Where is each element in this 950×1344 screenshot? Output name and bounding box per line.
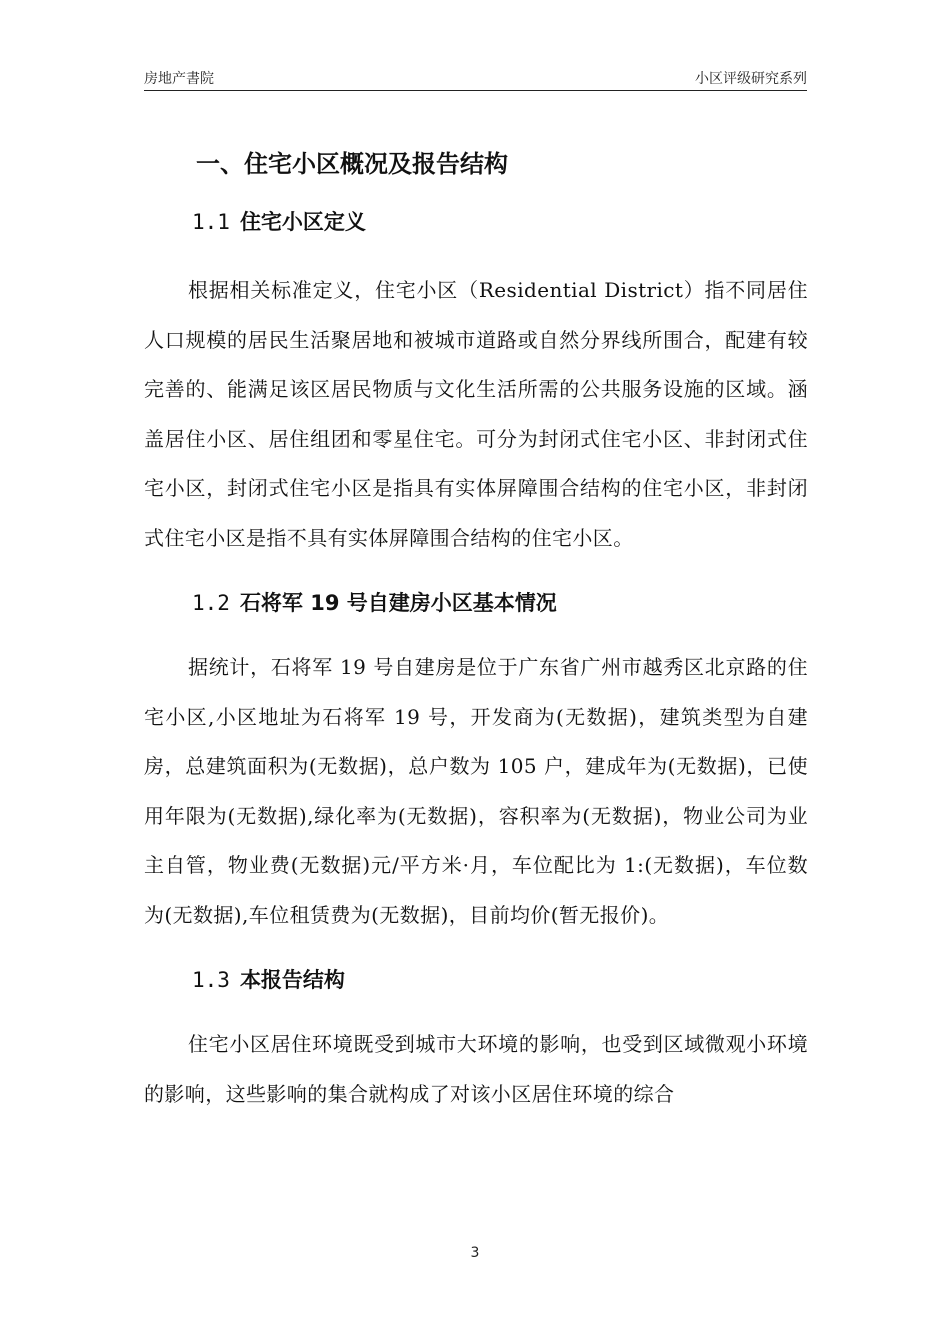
section-title: 石将军 19 号自建房小区基本情况 <box>239 591 557 615</box>
header-series: 小区评级研究系列 <box>695 71 807 87</box>
page-content <box>144 140 808 1119</box>
page-header <box>144 64 807 91</box>
section-heading-1-1 <box>192 204 808 240</box>
section-title: 本报告结构 <box>239 968 345 992</box>
section-paragraph-1-1: 根据相关标准定义，住宅小区（Residential District）指不同居住人口规模的居民生活聚居地和被城市道路或自然分界线所围合，配建有较完善的、能满足该区居民物质与文化生活所需的公共服务设施的区域。涵盖居住小区、居住组团和零星住宅。可分为封闭式住宅小区、非封闭式住宅小区，封闭式住宅小区是指具有实体屏障围合结构的住宅小区，非封闭式住宅小区是指不具有实体屏障围合结构的住宅小区。 <box>144 278 808 550</box>
section-title: 住宅小区定义 <box>239 210 366 234</box>
section-number: 1.3 <box>192 968 230 992</box>
section-heading-1-3 <box>192 962 808 998</box>
header-publisher: 房地产書院 <box>144 71 214 87</box>
section-heading-1-2 <box>192 585 808 621</box>
section-number: 1.2 <box>192 591 230 615</box>
section-paragraph-1-3: 住宅小区居住环境既受到城市大环境的影响，也受到区域微观小环境的影响，这些影响的集合就构成了对该小区居住环境的综合 <box>144 1032 808 1106</box>
chapter-title: 一、住宅小区概况及报告结构 <box>196 150 508 178</box>
section-number: 1.1 <box>192 210 230 234</box>
section-paragraph-1-2: 据统计，石将军 19 号自建房是位于广东省广州市越秀区北京路的住宅小区,小区地址为石将军 19 号，开发商为(无数据)，建筑类型为自建房，总建筑面积为(无数据)，总户数为 105 户，建成年为(无数据)，已使用年限为(无数据),绿化率为(无数据)，容积率为(无数据)，物业公司为业主自管，物业费(无数据)元/平方米·月，车位配比为 1:(无数据)，车位数为(无数据),车位租赁费为(无数据)，目前均价(暂无报价)。 <box>144 655 808 927</box>
page-number: 3 <box>470 1245 480 1261</box>
